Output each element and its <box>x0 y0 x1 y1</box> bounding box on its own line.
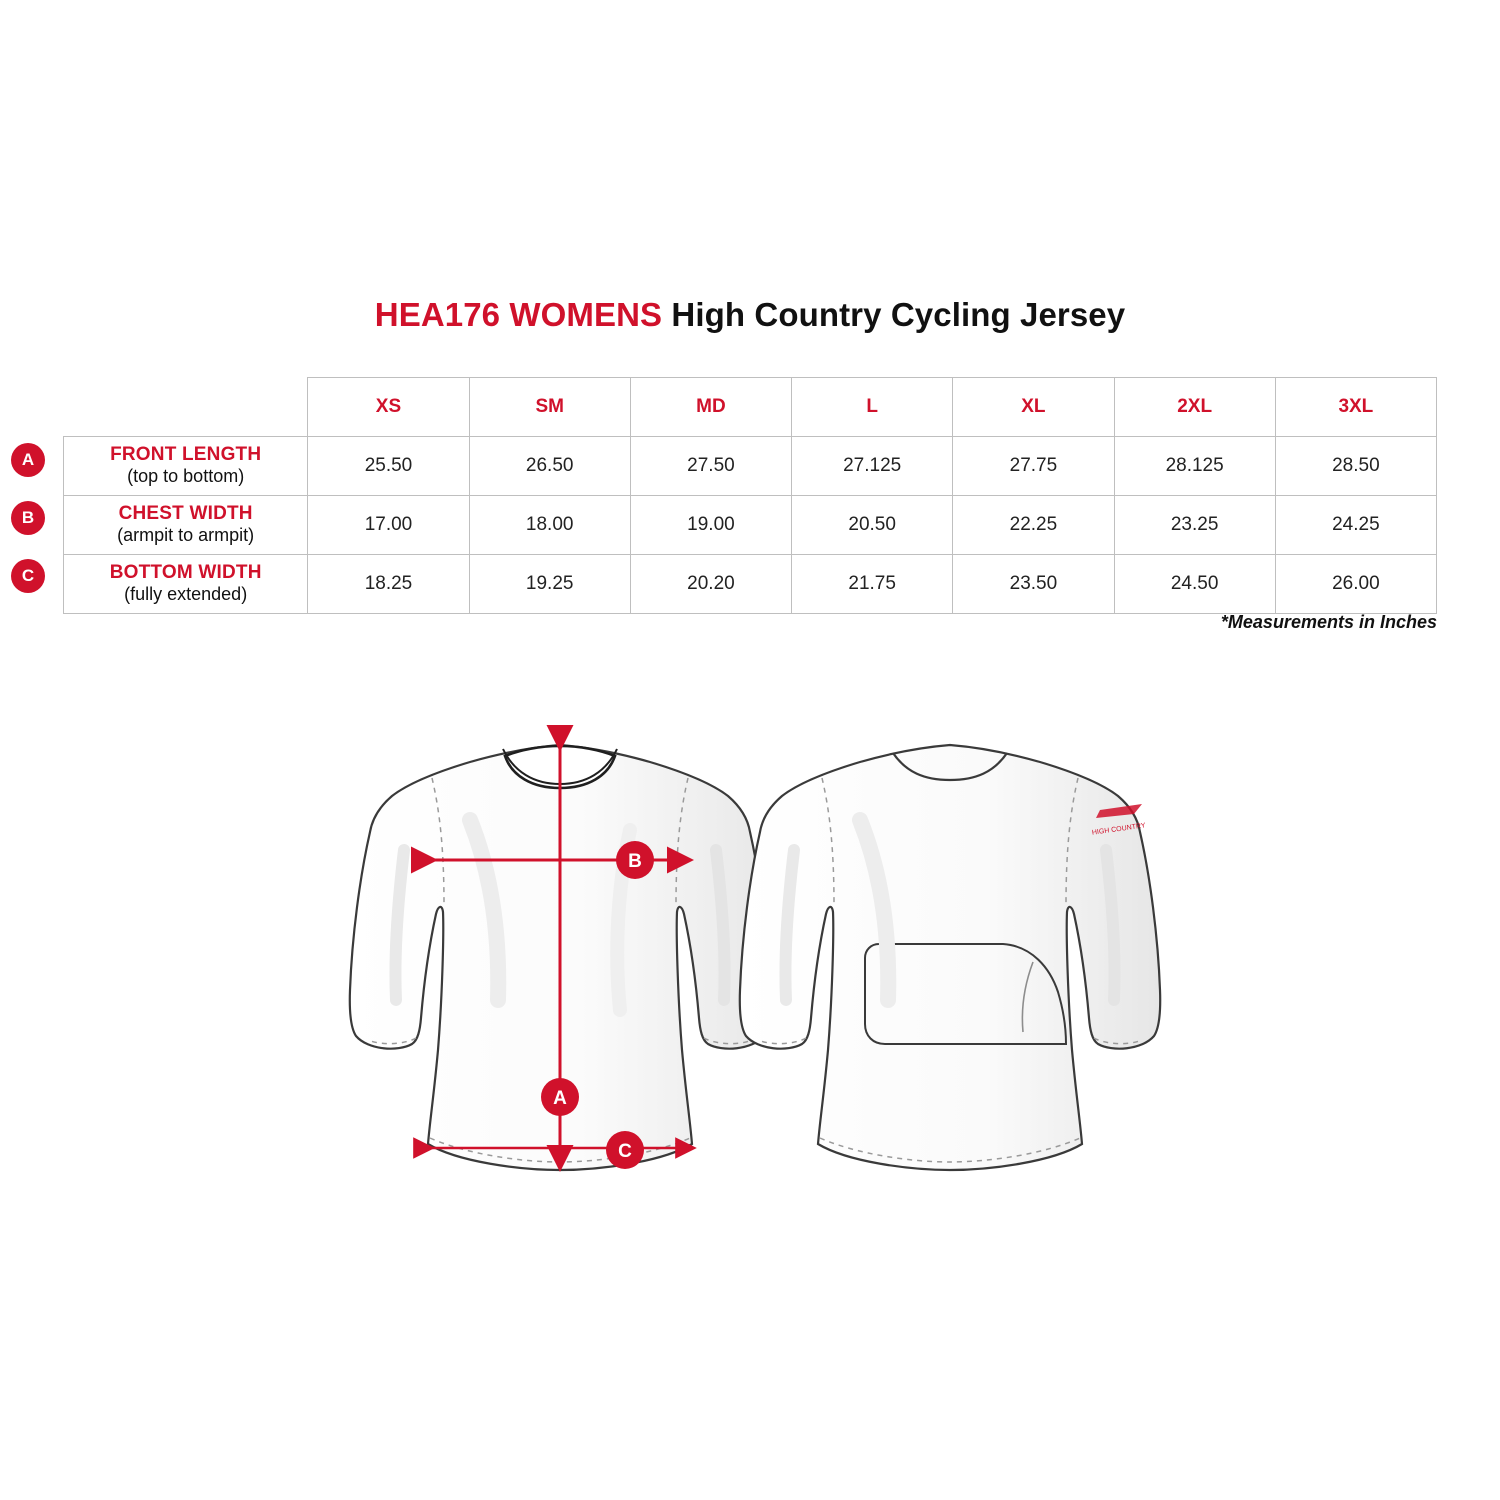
marker-badge-b-label: B <box>628 851 642 872</box>
cell-front-length-sm: 26.50 <box>469 436 630 495</box>
cell-chest-width-md: 19.00 <box>630 495 791 554</box>
cell-bottom-width-3xl: 26.00 <box>1275 554 1436 613</box>
cell-bottom-width-xl: 23.50 <box>953 554 1114 613</box>
row-marker-c: C <box>11 559 45 593</box>
cell-bottom-width-xs: 18.25 <box>308 554 469 613</box>
marker-badge-a-label: A <box>553 1088 567 1109</box>
jersey-front-view <box>350 745 770 1170</box>
row-label-bottom-width <box>64 554 308 613</box>
marker-badge-a <box>541 1078 579 1116</box>
marker-badge-c-label: C <box>618 1141 632 1162</box>
row-label-sub: (fully extended) <box>124 584 248 605</box>
column-header-3xl: 3XL <box>1275 378 1436 437</box>
cell-chest-width-3xl: 24.25 <box>1275 495 1436 554</box>
page-title-code: HEA176 WOMENS <box>374 296 663 333</box>
cell-front-length-md: 27.50 <box>630 436 791 495</box>
row-label-sub: (armpit to armpit) <box>117 525 255 546</box>
row-label-chest-width <box>64 495 308 554</box>
measurements-footnote: *Measurements in Inches <box>1220 612 1437 632</box>
page-title <box>0 296 1500 334</box>
marker-badge-c <box>606 1131 644 1169</box>
table-row <box>64 554 1437 613</box>
row-label-sub: (top to bottom) <box>127 466 245 487</box>
cell-bottom-width-md: 20.20 <box>630 554 791 613</box>
row-marker-a: A <box>11 443 45 477</box>
column-header-2xl: 2XL <box>1114 378 1275 437</box>
row-marker-b: B <box>11 501 45 535</box>
table-row <box>64 495 1437 554</box>
table-header-row <box>64 378 1437 437</box>
table-row <box>64 436 1437 495</box>
page-title-name: High Country Cycling Jersey <box>662 296 1126 333</box>
cell-front-length-2xl: 28.125 <box>1114 436 1275 495</box>
row-label-main: FRONT LENGTH <box>110 444 262 466</box>
column-header-xs: XS <box>308 378 469 437</box>
marker-badge-b <box>616 841 654 879</box>
column-header-l: L <box>792 378 953 437</box>
cell-chest-width-l: 20.50 <box>792 495 953 554</box>
jersey-back-view <box>740 745 1160 1170</box>
svg-text:HIGH COUNTRY: HIGH COUNTRY <box>1091 822 1146 837</box>
row-label-front-length <box>64 436 308 495</box>
row-label-main: CHEST WIDTH <box>118 503 253 525</box>
column-header-xl: XL <box>953 378 1114 437</box>
cell-front-length-xl: 27.75 <box>953 436 1114 495</box>
table-corner-cell <box>64 378 308 437</box>
cell-bottom-width-l: 21.75 <box>792 554 953 613</box>
column-header-md: MD <box>630 378 791 437</box>
cell-bottom-width-2xl: 24.50 <box>1114 554 1275 613</box>
size-chart-table-wrap <box>63 377 1437 614</box>
row-label-main: BOTTOM WIDTH <box>109 562 262 584</box>
garment-illustration <box>0 700 1500 1260</box>
size-chart-table <box>63 377 1437 614</box>
cell-chest-width-xl: 22.25 <box>953 495 1114 554</box>
cell-front-length-xs: 25.50 <box>308 436 469 495</box>
cell-front-length-l: 27.125 <box>792 436 953 495</box>
cell-bottom-width-sm: 19.25 <box>469 554 630 613</box>
cell-chest-width-sm: 18.00 <box>469 495 630 554</box>
cell-chest-width-2xl: 23.25 <box>1114 495 1275 554</box>
back-body-outline <box>740 745 1160 1170</box>
cell-front-length-3xl: 28.50 <box>1275 436 1436 495</box>
column-header-sm: SM <box>469 378 630 437</box>
cell-chest-width-xs: 17.00 <box>308 495 469 554</box>
